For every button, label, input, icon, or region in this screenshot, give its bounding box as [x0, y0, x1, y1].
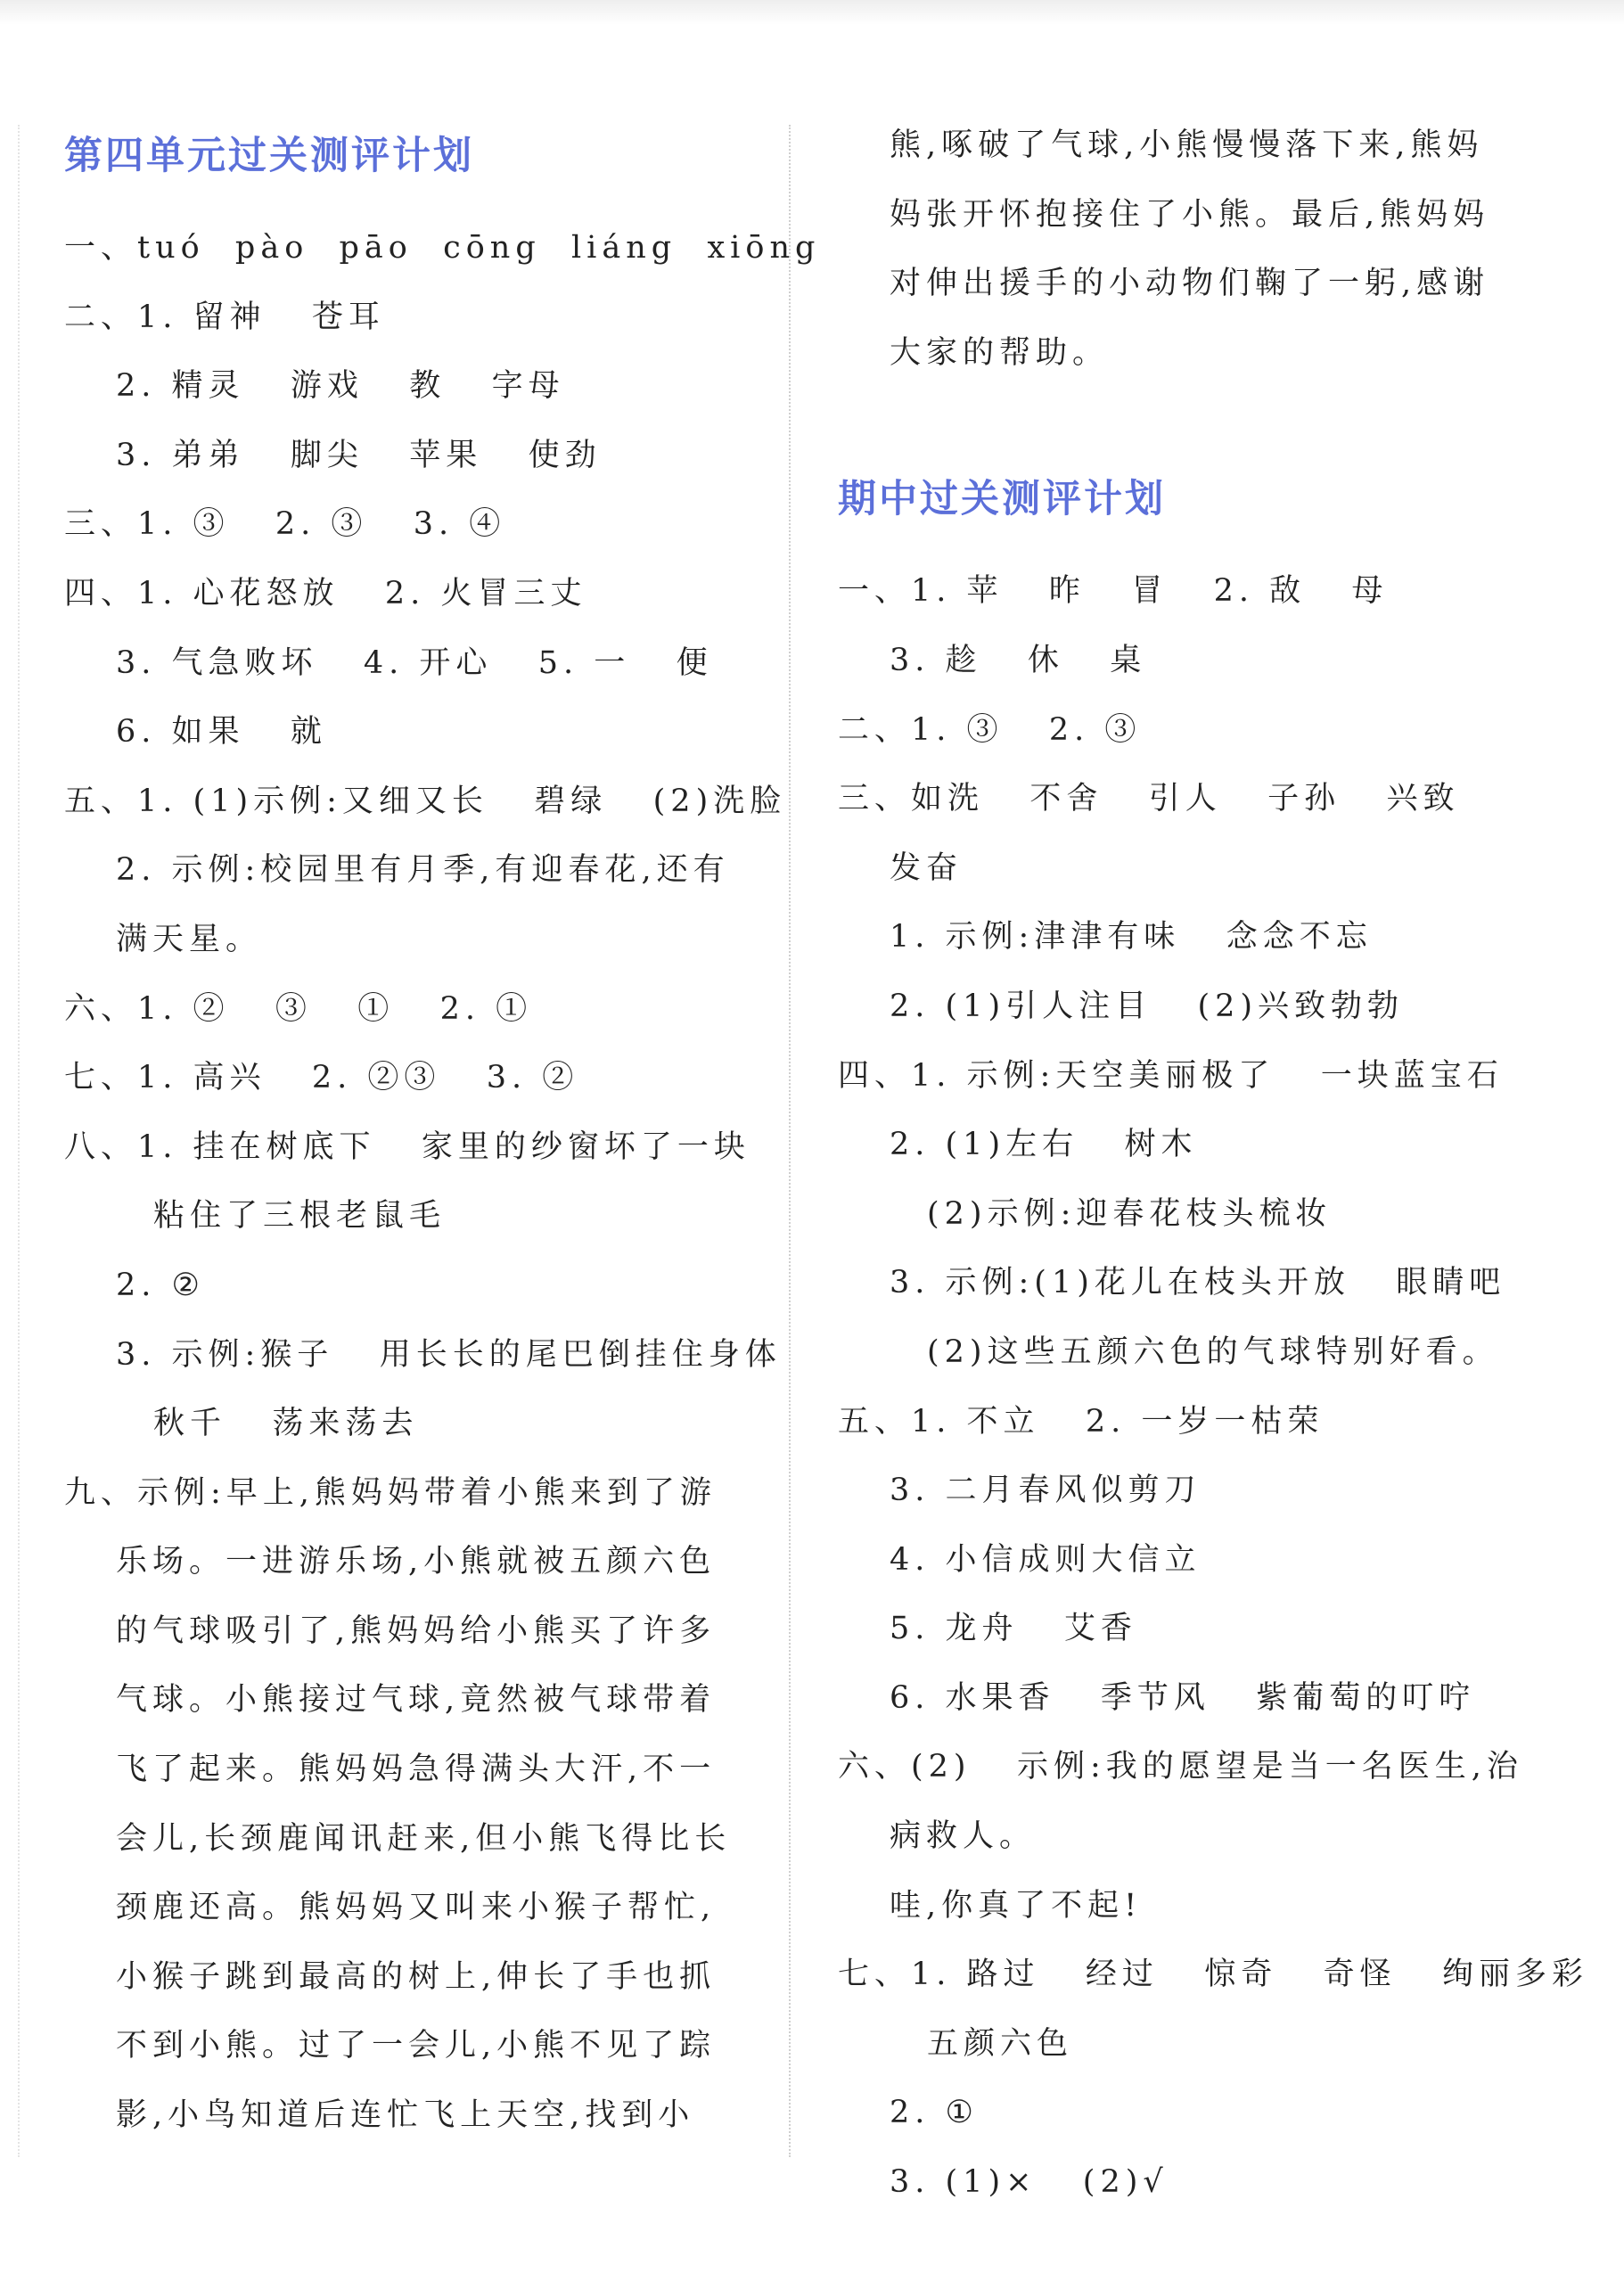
answer-line: 3. (1)× (2)√	[890, 2164, 1169, 2201]
answer-line: 一、1. 苹 昨 冒 2. 敌 母	[838, 573, 1389, 610]
answer-line: 秋千 荡来荡去	[153, 1406, 419, 1442]
answer-line: 3. 弟弟 脚尖 苹果 使劲	[116, 437, 602, 473]
right-column	[838, 111, 1589, 2218]
essay-continuation-line: 熊,啄破了气球,小熊慢慢落下来,熊妈	[890, 127, 1484, 163]
answer-line: 三、如洗 不舍 引人 子孙 兴致	[838, 781, 1460, 817]
answer-line: 4. 小信成则大信立	[890, 1541, 1202, 1578]
answer-line: (2)示例:迎春花枝头梳妆	[927, 1195, 1333, 1232]
answer-line: 不到小熊。过了一会儿,小熊不见了踪	[116, 2028, 717, 2064]
unit4-title: 第四单元过关测评计划	[64, 134, 474, 178]
essay-continuation-line: 妈张开怀抱接住了小熊。最后,熊妈妈	[890, 196, 1490, 233]
answer-line: 六、1. ② ③ ① 2. ①	[64, 990, 533, 1027]
top-shadow	[0, 0, 1624, 25]
answer-line: 五颜六色	[927, 2025, 1074, 2062]
left-column	[64, 116, 821, 2151]
answer-line: 5. 龙舟 艾香	[890, 1611, 1137, 1647]
essay-continuation-line: 大家的帮助。	[890, 334, 1110, 371]
answer-line: 七、1. 路过 经过 惊奇 奇怪 绚丽多彩	[838, 1957, 1589, 1993]
answer-line: 二、1. 留神 苍耳	[64, 299, 385, 335]
answer-line: 三、1. ③ 2. ③ 3. ④	[64, 506, 506, 543]
answer-line: 粘住了三根老鼠毛	[153, 1198, 447, 1235]
answer-line: 满天星。	[116, 921, 263, 957]
answer-line: 2. 精灵 游戏 教 字母	[116, 368, 565, 405]
answer-line: 3. 示例:猴子 用长长的尾巴倒挂住身体	[116, 1336, 782, 1373]
section-gap	[838, 388, 1551, 459]
answer-line: 2. (1)左右 树木	[890, 1127, 1198, 1163]
answer-line: 飞了起来。熊妈妈急得满头大汗,不一	[116, 1752, 717, 1788]
answer-line: 一、tuó pào pāo cōng liáng xiōng	[64, 230, 821, 266]
answer-line: 3. 趁 休 桌	[890, 642, 1147, 678]
answer-line: (2)这些五颜六色的气球特别好看。	[927, 1333, 1499, 1370]
answer-line: 九、示例:早上,熊妈妈带着小熊来到了游	[64, 1474, 717, 1511]
left-edge-rule	[18, 125, 20, 2157]
answer-line: 6. 如果 就	[116, 714, 327, 751]
answer-line: 八、1. 挂在树底下 家里的纱窗坏了一块	[64, 1128, 750, 1165]
answer-line: 二、1. ③ 2. ③	[838, 711, 1142, 748]
answer-line: 四、1. 心花怒放 2. 火冒三丈	[64, 575, 587, 611]
answer-line: 小猴子跳到最高的树上,伸长了手也抓	[116, 1958, 717, 1995]
answer-line: 3. 示例:(1)花儿在枝头开放 眼睛吧	[890, 1265, 1506, 1301]
answer-line: 乐场。一进游乐场,小熊就被五颜六色	[116, 1544, 717, 1580]
answer-line: 五、1. (1)示例:又细又长 碧绿 (2)洗脸	[64, 783, 787, 819]
answer-line: 3. 气急败坏 4. 开心 5. 一 便	[116, 644, 713, 681]
answer-line: 六、(2) 示例:我的愿望是当一名医生,治	[838, 1749, 1523, 1785]
answer-line: 影,小鸟知道后连忙飞上天空,找到小	[116, 2097, 695, 2134]
answer-line: 2. ②	[116, 1267, 205, 1303]
answer-line: 七、1. 高兴 2. ②③ 3. ②	[64, 1060, 579, 1096]
answer-line: 五、1. 不立 2. 一岁一枯荣	[838, 1403, 1325, 1440]
answer-line: 哇,你真了不起!	[890, 1887, 1143, 1924]
answer-line: 发奋	[890, 849, 964, 886]
answer-line: 病救人。	[890, 1818, 1037, 1855]
answer-line: 2. 示例:校园里有月季,有迎春花,还有	[116, 852, 730, 889]
answer-line: 2. ①	[890, 2095, 979, 2131]
column-divider	[789, 125, 791, 2157]
answer-line: 颈鹿还高。熊妈妈又叫来小猴子帮忙,	[116, 1890, 717, 1926]
essay-continuation-line: 对伸出援手的小动物们鞠了一躬,感谢	[890, 266, 1490, 302]
answer-line: 3. 二月春风似剪刀	[890, 1473, 1202, 1509]
midterm-title: 期中过关测评计划	[838, 477, 1166, 522]
answer-line: 气球。小熊接过气球,竟然被气球带着	[116, 1682, 717, 1719]
answer-line: 四、1. 示例:天空美丽极了 一块蓝宝石	[838, 1057, 1504, 1094]
answer-line: 1. 示例:津津有味 念念不忘	[890, 919, 1373, 956]
answer-line: 6. 水果香 季节风 紫葡萄的叮咛	[890, 1679, 1476, 1716]
answer-line: 会儿,长颈鹿闻讯赶来,但小熊飞得比长	[116, 1820, 732, 1857]
answer-line: 的气球吸引了,熊妈妈给小熊买了许多	[116, 1612, 717, 1649]
answer-line: 2. (1)引人注目 (2)兴致勃勃	[890, 988, 1405, 1024]
